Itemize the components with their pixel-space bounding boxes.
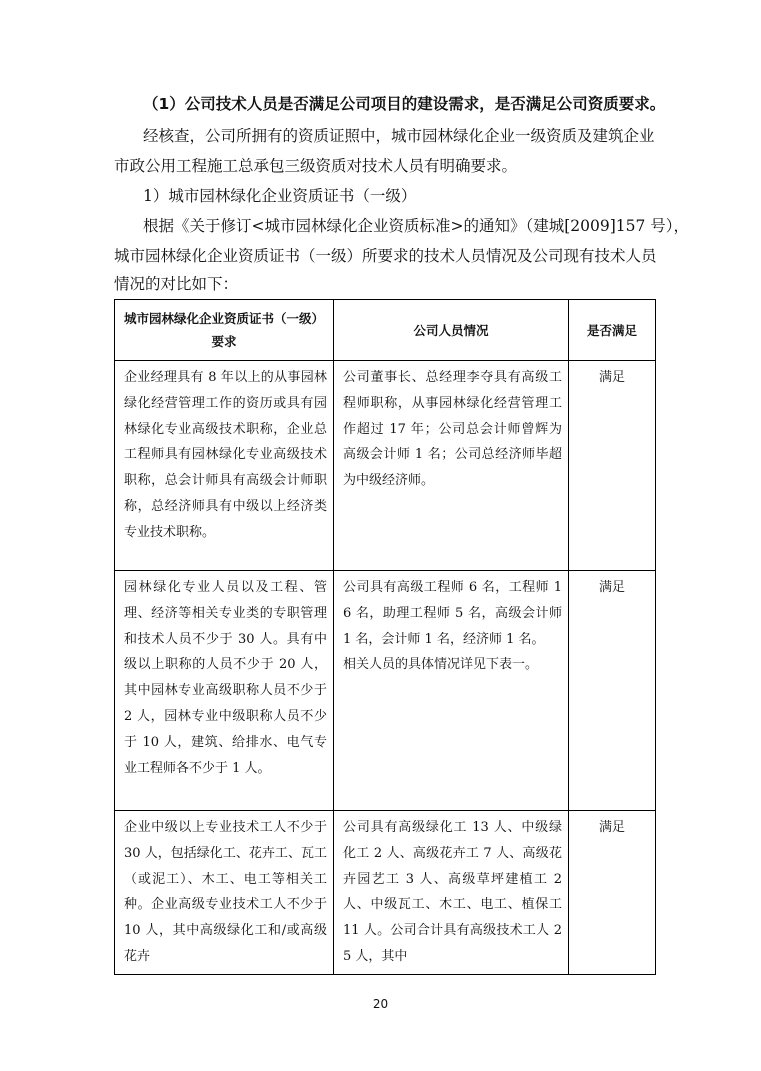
comparison-table [114,299,656,975]
table-row [115,361,656,571]
paragraph-line: 市政公用工程施工总承包三级资质对技术人员有明确要求。 [114,157,518,175]
section-heading: （1）公司技术人员是否满足公司项目的建设需求，是否满足公司资质要求。 [143,95,666,113]
paragraph-line: 情况的对比如下： [114,275,239,293]
staff-cell: 公司董事长、总经理李夺具有高级工程师职称，从事园林绿化经营管理工作超过 17 年；公司总会计师曾辉为高级会计师 1 名；公司总经济师毕超为中级经济师。 [334,361,569,571]
paragraph-line: 根据《关于修订<城市园林绿化企业资质标准>的通知》（建城[2009]157 号）， [143,217,690,235]
staff-cell: 公司具有高级绿化工 13 人、中级绿化工 2 人、高级花卉工 7 人、高级花卉园艺工 3 人、高级草坪建植工 2 人、中级瓦工、木工、电工、植保工 11 人。公司合计具有高级技术工人 25 人，其中 [334,811,569,975]
staff-note: 相关人员的具体情况详见下表一。 [343,657,539,673]
paragraph-line: 城市园林绿化企业资质证书（一级）所要求的技术人员情况及公司现有技术人员 [114,247,657,265]
header-requirement: 城市园林绿化企业资质证书（一级）要求 [115,300,334,361]
requirement-cell: 企业经理具有 8 年以上的从事园林绿化经营管理工作的资历或具有园林绿化专业高级技术职称，企业总工程师具有园林绿化专业高级技术职称，总会计师具有高级会计师职称，总经济师具有中级以上经济类专业技术职称。 [115,361,334,571]
table-header-row [115,300,656,361]
header-met: 是否满足 [569,300,656,361]
requirement-cell: 园林绿化专业人员以及工程、管理、经济等相关专业类的专职管理和技术人员不少于 30 人。具有中级以上职称的人员不少于 20 人，其中园林专业高级职称人员不少于 2 人，园林专业中级职称人员不少于 10 人，建筑、给排水、电气专业工程师各不少于 1 人。 [115,571,334,811]
header-staff: 公司人员情况 [334,300,569,361]
met-cell: 满足 [569,361,656,571]
requirement-cell: 企业中级以上专业技术工人不少于 30 人，包括绿化工、花卉工、瓦工（或泥工）、木工、电工等相关工种。企业高级专业技术工人不少于 10 人，其中高级绿化工和/或高级花卉 [115,811,334,975]
staff-cell: 公司具有高级工程师 6 名，工程师 16 名，助理工程师 5 名，高级会计师 1 名，会计师 1 名，经济师 1 名。 相关人员的具体情况详见下表一。 [334,571,569,811]
table-row [115,811,656,975]
met-cell: 满足 [569,811,656,975]
table-row [115,571,656,811]
subsection-heading: 1）城市园林绿化企业资质证书（一级） [143,187,417,205]
met-cell: 满足 [569,571,656,811]
page-number: 20 [372,997,389,1011]
paragraph-line: 经核查，公司所拥有的资质证照中，城市园林绿化企业一级资质及建筑企业 [143,127,655,145]
